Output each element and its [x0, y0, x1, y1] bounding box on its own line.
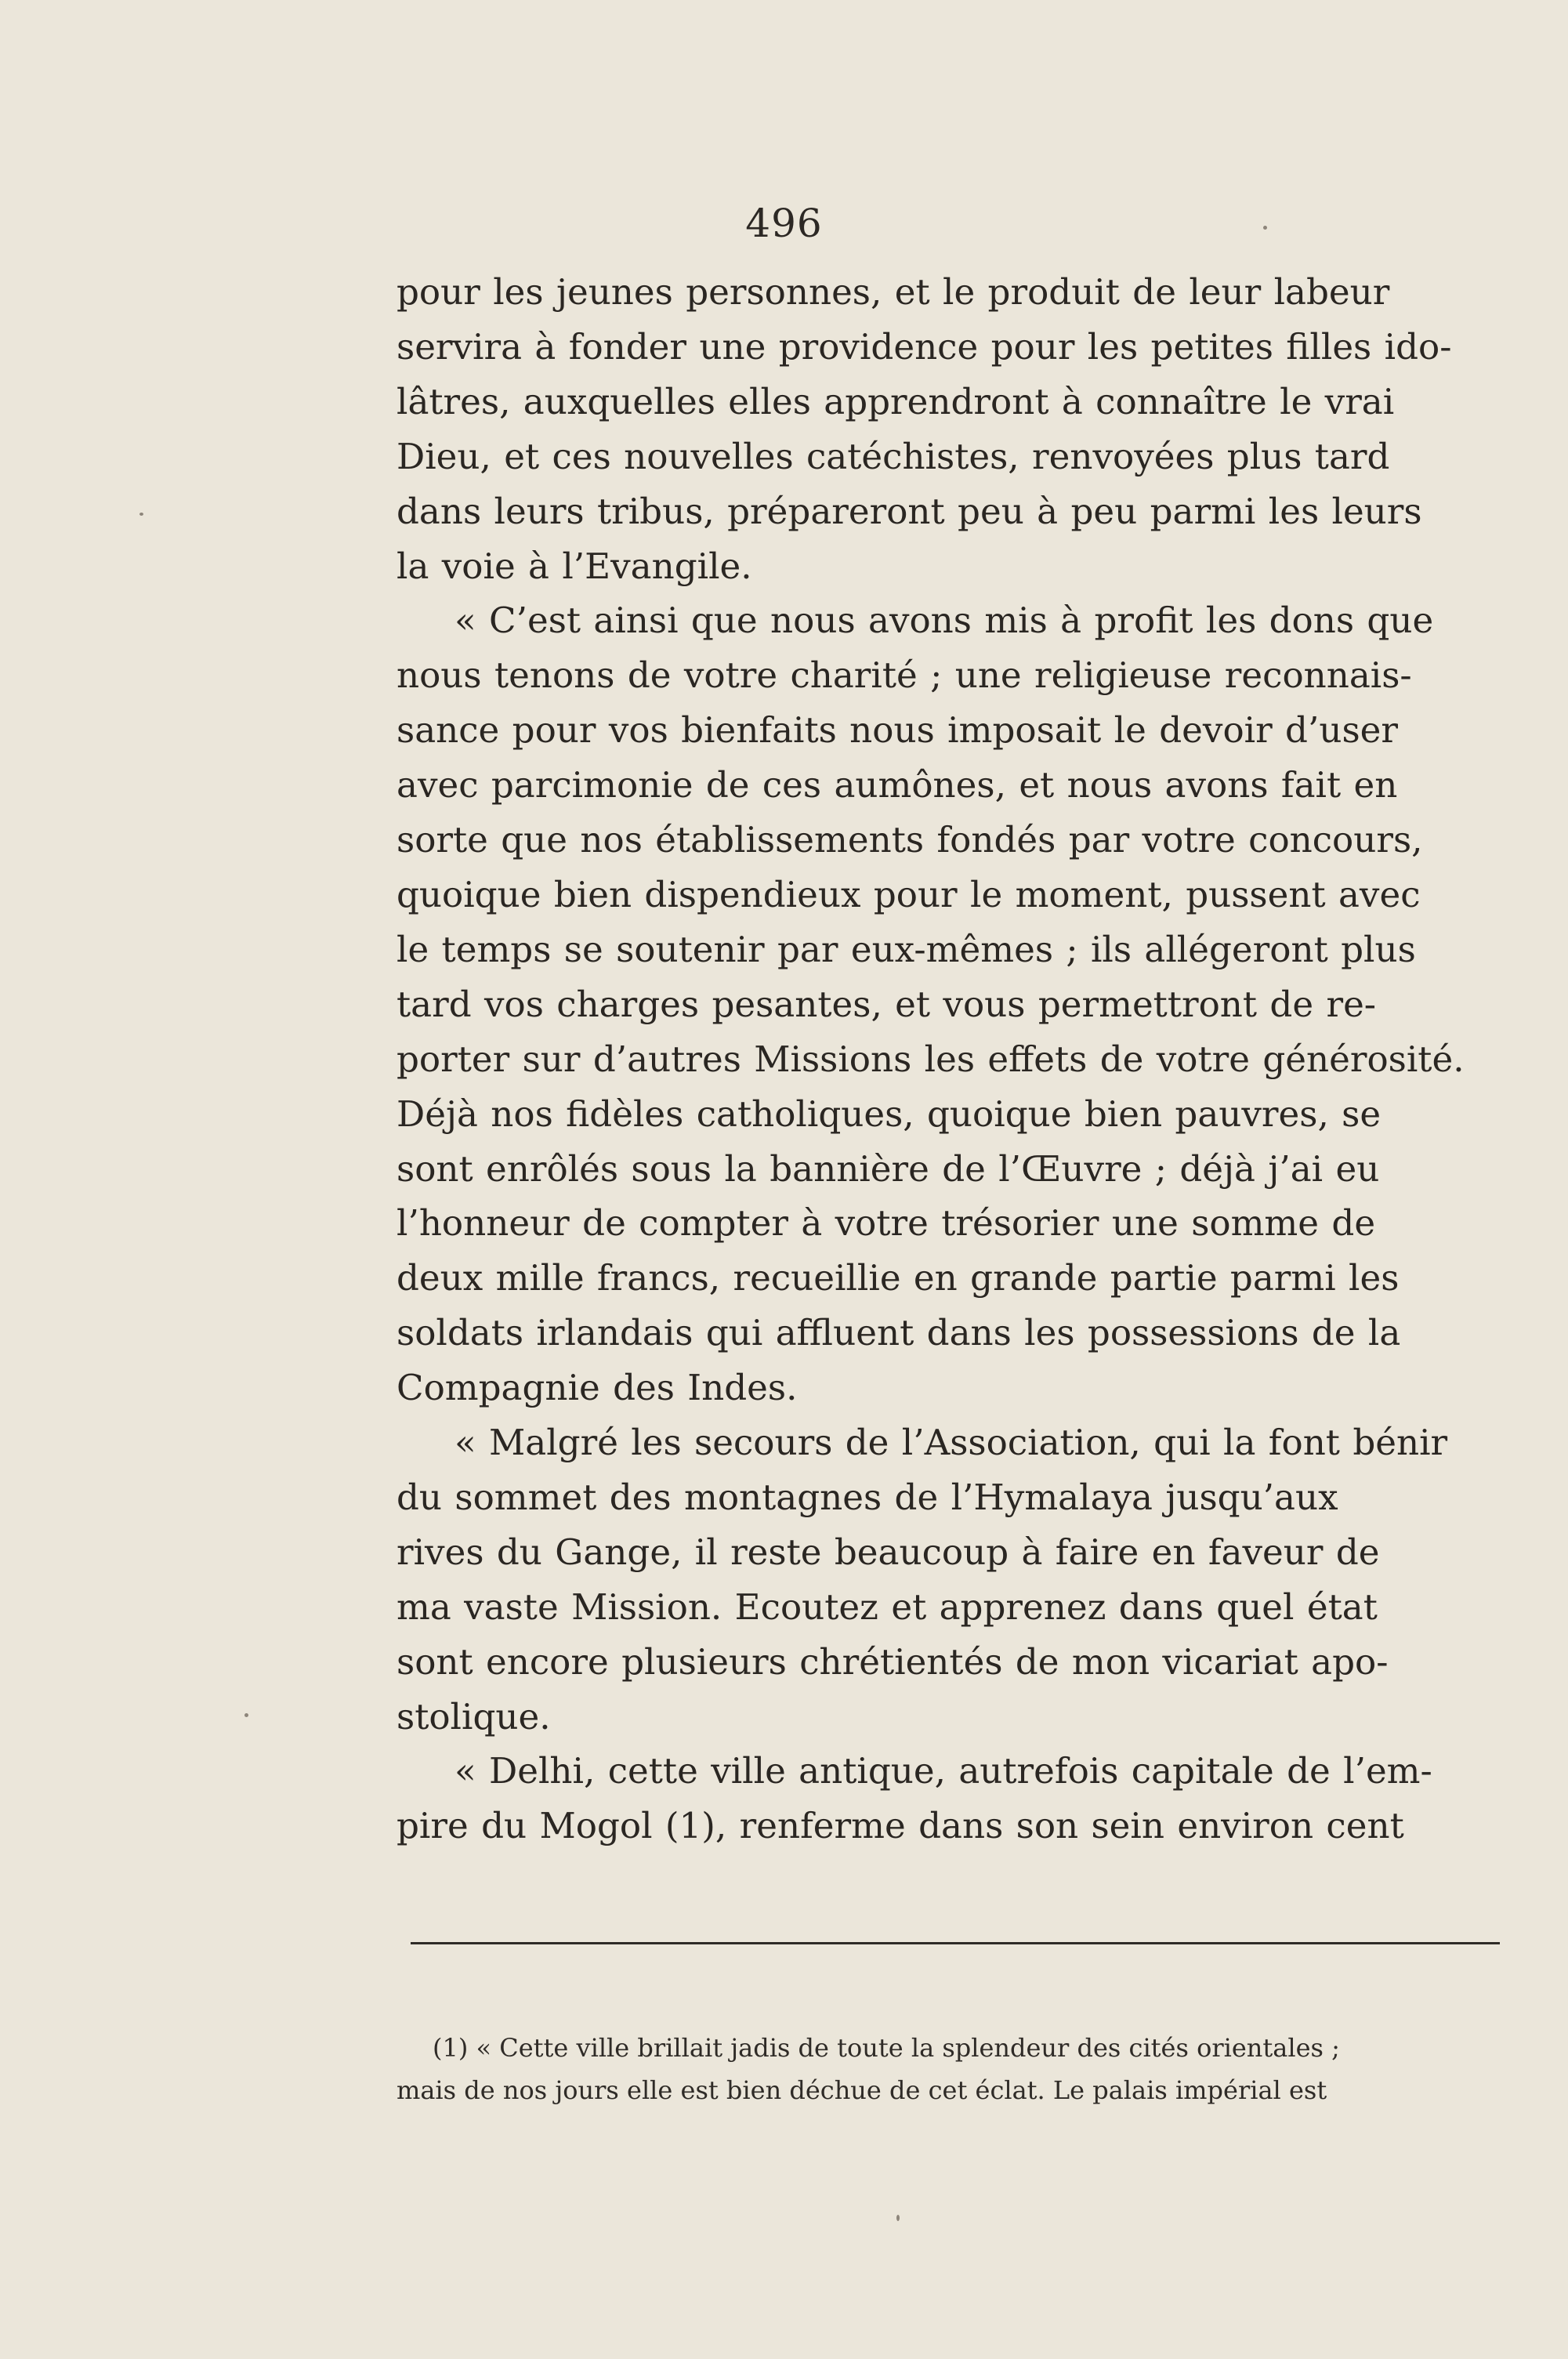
body-line: pour les jeunes personnes, et le produit de leur labeur: [397, 271, 1390, 313]
body-line: le temps se soutenir par eux-mêmes ; ils allégeront plus: [397, 928, 1416, 970]
body-line: ma vaste Mission. Ecoutez et apprenez dans quel état: [397, 1585, 1378, 1628]
body-line: soldats irlandais qui affluent dans les possessions de la: [397, 1312, 1401, 1354]
body-line: Déjà nos fidèles catholiques, quoique bien pauvres, se: [397, 1093, 1382, 1135]
body-line: du sommet des montagnes de l’Hymalaya jusqu’aux: [397, 1476, 1338, 1518]
body-line: « C’est ainsi que nous avons mis à profit les dons que: [454, 600, 1434, 642]
body-line: pire du Mogol (1), renferme dans son sein environ cent: [397, 1805, 1404, 1847]
body-text: [397, 265, 1497, 1854]
footnote: [397, 2027, 1497, 2111]
body-line: servira à fonder une providence pour les petites filles ido-: [397, 325, 1452, 368]
body-line: Compagnie des Indes.: [397, 1367, 798, 1409]
paper-speck: [896, 2215, 900, 2221]
body-line: « Malgré les secours de l’Association, qui la font bénir: [454, 1422, 1448, 1464]
body-line: sance pour vos bienfaits nous imposait le devoir d’user: [397, 709, 1398, 752]
body-line: stolique.: [397, 1695, 551, 1738]
body-line: dans leurs tribus, prépareront peu à peu parmi les leurs: [397, 490, 1422, 532]
body-line: l’honneur de compter à votre trésorier une somme de: [397, 1202, 1376, 1245]
body-line: Dieu, et ces nouvelles catéchistes, renvoyées plus tard: [397, 435, 1390, 477]
body-line: tard vos charges pesantes, et vous permettront de re-: [397, 983, 1377, 1025]
footnote-line: (1) « Cette ville brillait jadis de toute la splendeur des cités orientales ;: [433, 2033, 1340, 2063]
paper-speck: [1263, 226, 1267, 230]
body-line: la voie à l’Evangile.: [397, 545, 752, 587]
footnote-line: mais de nos jours elle est bien déchue de cet éclat. Le palais impérial est: [397, 2075, 1327, 2105]
body-line: sont enrôlés sous la bannière de l’Œuvre ; déjà j’ai eu: [397, 1147, 1380, 1190]
paper-speck: [244, 1713, 248, 1717]
paper-speck: [139, 513, 143, 516]
body-line: nous tenons de votre charité ; une religieuse reconnais-: [397, 654, 1412, 697]
page-number: 496: [745, 201, 823, 246]
body-line: sont encore plusieurs chrétientés de mon vicariat apo-: [397, 1640, 1389, 1683]
body-line: rives du Gange, il reste beaucoup à faire en faveur de: [397, 1531, 1380, 1573]
footnote-divider: [411, 1942, 1500, 1944]
body-line: quoique bien dispendieux pour le moment, pussent avec: [397, 873, 1421, 915]
body-line: deux mille francs, recueillie en grande partie parmi les: [397, 1257, 1400, 1299]
body-line: avec parcimonie de ces aumônes, et nous avons fait en: [397, 764, 1398, 806]
body-line: sorte que nos établissements fondés par votre concours,: [397, 819, 1423, 861]
body-line: « Delhi, cette ville antique, autrefois capitale de l’em-: [454, 1750, 1432, 1792]
body-line: lâtres, auxquelles elles apprendront à connaître le vrai: [397, 380, 1395, 422]
body-line: porter sur d’autres Missions les effets de votre générosité.: [397, 1038, 1465, 1080]
